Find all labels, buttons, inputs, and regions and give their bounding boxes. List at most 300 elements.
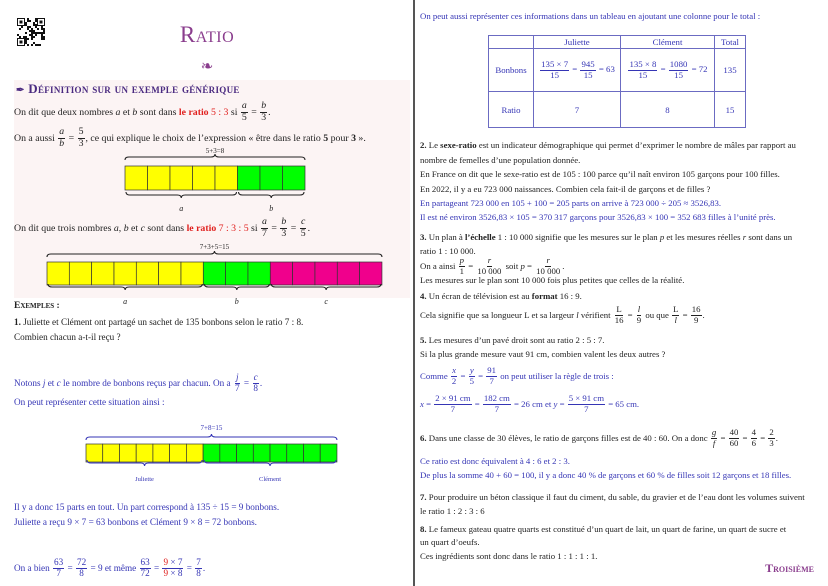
fraction bbox=[300, 217, 307, 239]
bar-cell bbox=[136, 262, 158, 285]
bar-part-label: c bbox=[324, 297, 328, 306]
fraction-denominator: 8 bbox=[196, 567, 201, 578]
text-segment: Notons bbox=[14, 378, 43, 388]
examples-heading: Exemples : bbox=[14, 301, 60, 311]
fraction-denominator: 60 bbox=[729, 437, 739, 448]
fraction-numerator: 16 bbox=[691, 304, 701, 315]
fraction-denominator: 2 bbox=[451, 375, 457, 386]
text-segment: nombre de femelles d’une population donnée. bbox=[420, 155, 581, 165]
bar-cell bbox=[270, 444, 287, 462]
fraction-denominator: 15 bbox=[550, 69, 560, 80]
math-variable: a bbox=[113, 222, 119, 234]
fraction-denominator: 3 bbox=[78, 137, 84, 149]
text-segment: . bbox=[702, 310, 705, 320]
math-variable: c bbox=[253, 371, 258, 382]
emphasis-text: 9 bbox=[163, 556, 169, 567]
grade-level-label: Troisième bbox=[765, 561, 814, 575]
text-line bbox=[420, 342, 665, 366]
table-cell bbox=[621, 92, 715, 128]
fraction-numerator bbox=[300, 217, 306, 228]
text-segment: Dans une classe de 30 élèves, le ratio de garçons filles est de 40 : 60. On a donc bbox=[426, 433, 710, 443]
text-segment: Cela signifie que sa longueur L et sa largeur bbox=[420, 310, 577, 320]
fraction-numerator bbox=[637, 305, 641, 315]
text-segment: = bbox=[184, 563, 195, 573]
fraction-numerator bbox=[261, 217, 268, 228]
text-segment: = bbox=[151, 563, 162, 573]
fraction bbox=[434, 394, 471, 413]
fraction-denominator: 3 bbox=[281, 227, 287, 239]
text-segment: 16 : 9. bbox=[557, 291, 582, 301]
qr-module bbox=[27, 18, 29, 20]
text-segment: Il y a donc 15 parts en tout. Un part correspond à 135 ÷ 15 = 9 bonbons. bbox=[14, 502, 280, 512]
text-line bbox=[14, 100, 271, 124]
fraction-denominator: 6 bbox=[751, 437, 757, 448]
bar-cell bbox=[148, 166, 171, 190]
text-line bbox=[14, 510, 257, 534]
bar-cell bbox=[203, 444, 220, 462]
bar-cell bbox=[260, 166, 283, 190]
text-segment: le nombre de bonbons reçus par chacun. On a bbox=[60, 378, 233, 388]
fraction bbox=[636, 305, 642, 324]
text-segment: 8 bbox=[665, 104, 670, 115]
math-variable: b bbox=[59, 137, 65, 149]
text-segment: ». bbox=[355, 132, 366, 144]
fraction-denominator: 3 bbox=[261, 111, 267, 123]
bar-part-label: b bbox=[269, 204, 274, 213]
text-segment: soit bbox=[503, 261, 521, 271]
fraction-denominator: 7 bbox=[56, 567, 61, 578]
text-segment: Juliette et Clément ont partagé un sachet de 135 bonbons selon le ratio 7 : 8. bbox=[20, 317, 304, 327]
math-variable: x bbox=[452, 365, 457, 376]
emphasis-text: 5 : 3 bbox=[208, 106, 229, 118]
math-variable: r bbox=[546, 255, 550, 266]
top-brace bbox=[47, 251, 382, 257]
bar-cell bbox=[283, 166, 306, 190]
fraction-numerator: 5 × 91 cm bbox=[568, 393, 604, 404]
table-cell bbox=[489, 49, 534, 92]
fraction-numerator: 1080 bbox=[669, 59, 688, 70]
fraction-denominator: 15 bbox=[583, 69, 593, 80]
math-variable: b bbox=[123, 222, 129, 234]
fraction-numerator: 2 × 91 cm bbox=[435, 393, 471, 404]
fraction bbox=[580, 60, 595, 79]
text-segment: = bbox=[248, 106, 260, 118]
text-segment: × 7 bbox=[168, 556, 183, 567]
text-segment: on peut utiliser la règle de trois : bbox=[498, 371, 614, 381]
text-segment: . bbox=[307, 222, 311, 234]
fraction bbox=[78, 127, 85, 149]
text-line bbox=[420, 303, 705, 327]
bar-cell bbox=[125, 166, 148, 190]
bold-text: 3 bbox=[351, 132, 356, 144]
bar-cell bbox=[47, 262, 69, 285]
table-cell bbox=[534, 49, 621, 92]
text-segment: × 8 bbox=[168, 567, 183, 578]
bar-model-7-3-5 bbox=[42, 238, 387, 308]
text-segment: = bbox=[241, 378, 252, 388]
text-segment: Un plan à bbox=[426, 232, 465, 242]
text-segment: On a bien bbox=[14, 563, 53, 573]
fraction-denominator: 7 bbox=[234, 382, 240, 393]
text-segment: le ratio 1 : 2 : 3 : 6 bbox=[420, 506, 485, 516]
bottom-brace bbox=[126, 192, 237, 198]
bar-cell bbox=[248, 262, 270, 285]
fraction-numerator: 7 bbox=[196, 556, 201, 567]
math-variable: c bbox=[140, 222, 145, 234]
text-segment: = bbox=[66, 132, 77, 144]
bar-cell bbox=[103, 444, 120, 462]
bold-text: 6. bbox=[420, 433, 427, 443]
fraction bbox=[568, 394, 605, 413]
fraction-denominator: 7 bbox=[262, 227, 267, 239]
text-segment: On a ainsi bbox=[420, 261, 458, 271]
fraction-numerator: 63 bbox=[140, 556, 150, 567]
text-segment: sont dans bbox=[137, 106, 179, 118]
top-brace bbox=[86, 434, 337, 440]
math-variable: b bbox=[261, 100, 267, 112]
text-segment: ratio 1 : 10 000. bbox=[420, 246, 476, 256]
fraction-denominator bbox=[712, 439, 716, 448]
bar-cell bbox=[215, 166, 238, 190]
text-segment: = bbox=[466, 261, 476, 271]
fraction-numerator: L bbox=[616, 304, 622, 315]
fraction-numerator bbox=[280, 217, 287, 228]
text-segment: De plus la somme 40 + 60 = 100, il y a donc 40 % de garçons et 60 % de filles soit 12 garçons et 18 filles. bbox=[420, 470, 792, 480]
math-variable: a bbox=[59, 126, 65, 138]
fraction-numerator: 4 bbox=[751, 427, 757, 438]
text-segment: . bbox=[562, 261, 565, 271]
fraction bbox=[614, 305, 625, 324]
bar-cell bbox=[337, 262, 359, 285]
fraction bbox=[162, 558, 183, 578]
bar-part-label: a bbox=[179, 204, 184, 213]
math-variable: p bbox=[520, 261, 525, 271]
text-segment: = 72 bbox=[689, 64, 708, 75]
bar-cell bbox=[270, 262, 292, 285]
bar-cell bbox=[360, 262, 382, 285]
text-segment: Ratio bbox=[501, 104, 521, 115]
emphasis-text: 7 : 3 : 5 bbox=[216, 222, 249, 234]
text-segment: = 65 cm. bbox=[606, 399, 640, 409]
math-variable: c bbox=[56, 378, 61, 388]
text-segment: = bbox=[658, 64, 668, 75]
fraction bbox=[280, 217, 287, 239]
table-header-cell: Total bbox=[715, 36, 746, 49]
fraction bbox=[540, 60, 569, 79]
table-cell bbox=[621, 49, 715, 92]
fraction-denominator: 7 bbox=[489, 375, 494, 386]
table-header-cell: Clément bbox=[621, 36, 715, 49]
math-variable: a bbox=[241, 100, 247, 112]
math-variable: j bbox=[235, 371, 239, 382]
bar-cell bbox=[186, 444, 203, 462]
table-header-row bbox=[489, 36, 746, 49]
fraction bbox=[451, 366, 457, 385]
fraction-denominator: 5 bbox=[300, 227, 306, 239]
text-segment: En 2022, il y a eu 723 000 naissances. Combien cela fait-il de garçons et de filles ? bbox=[420, 184, 711, 194]
bar-part-label: Juliette bbox=[135, 476, 154, 483]
fraction-numerator: 135 × 8 bbox=[629, 59, 657, 70]
fraction-denominator: 72 bbox=[140, 567, 150, 578]
text-segment: et les mesures réelles bbox=[664, 232, 743, 242]
fraction-denominator: 15 bbox=[638, 69, 648, 80]
text-line bbox=[14, 390, 165, 414]
fraction bbox=[260, 101, 267, 123]
fraction-denominator: 1 bbox=[459, 265, 465, 276]
bold-text: 2. bbox=[420, 140, 427, 150]
math-variable: b bbox=[281, 216, 287, 228]
fraction-denominator bbox=[58, 139, 65, 149]
bold-text: 8. bbox=[420, 524, 427, 534]
math-variable: l bbox=[637, 304, 641, 315]
math-variable: x bbox=[420, 399, 424, 409]
bar-cell bbox=[237, 444, 254, 462]
text-segment: et bbox=[120, 106, 133, 118]
text-segment: = bbox=[625, 310, 635, 320]
math-variable: j bbox=[42, 378, 46, 388]
bar-cell bbox=[114, 262, 136, 285]
bar-cell bbox=[293, 262, 315, 285]
text-segment: . bbox=[268, 106, 271, 118]
text-segment: = 63 bbox=[596, 64, 615, 75]
table-row bbox=[489, 92, 746, 128]
fraction bbox=[483, 394, 511, 413]
candy-ratio-table bbox=[488, 35, 746, 128]
math-variable: p bbox=[459, 255, 465, 266]
fraction-denominator: 8 bbox=[79, 567, 84, 578]
text-segment: Le fameux gateau quatre quarts est constitué d’un quart de lait, un quart de farine, un quart de sucre et bbox=[426, 524, 787, 534]
fraction-numerator bbox=[469, 366, 475, 376]
text-segment: Pour produire un béton classique il faut du ciment, du sable, du gravier et de l’eau dont les volumes suivent bbox=[426, 492, 805, 502]
fraction-numerator: 2 bbox=[769, 427, 774, 438]
fraction bbox=[469, 366, 475, 385]
text-segment: et bbox=[128, 222, 141, 234]
text-line bbox=[420, 392, 639, 416]
fraction-denominator: 8 bbox=[253, 382, 258, 393]
bar-total-label: 5+3=8 bbox=[205, 147, 225, 155]
text-segment: = bbox=[524, 261, 535, 271]
text-segment: On a aussi bbox=[14, 132, 58, 144]
text-segment: si bbox=[228, 106, 240, 118]
text-segment: sont dans bbox=[144, 222, 187, 234]
bar-cell bbox=[170, 166, 193, 190]
text-segment: Ces ingrédients sont donc dans le ratio 1 : 1 : 1 : 1. bbox=[420, 551, 598, 561]
text-segment: = bbox=[680, 310, 690, 320]
math-variable: b bbox=[132, 106, 138, 118]
text-segment: pour bbox=[328, 132, 352, 144]
math-variable: f bbox=[712, 437, 716, 448]
text-line bbox=[420, 225, 792, 249]
table-cell bbox=[715, 92, 746, 128]
text-segment: Le bbox=[426, 140, 441, 150]
bottom-brace bbox=[239, 192, 305, 198]
fraction-denominator: 7 bbox=[584, 403, 589, 414]
fraction-denominator: 5 bbox=[241, 111, 247, 123]
text-segment: Comme bbox=[420, 371, 450, 381]
bold-text: 4. bbox=[420, 291, 427, 301]
text-line bbox=[14, 556, 205, 580]
fraction bbox=[729, 428, 740, 447]
text-segment: En partageant 723 000 en 105 + 100 = 205 parts on arrive à 723 000 ÷ 205 ≈ 3526,83. bbox=[420, 198, 722, 208]
fraction bbox=[672, 305, 679, 324]
page-title: Ratio bbox=[179, 22, 235, 47]
text-segment: On dit que trois nombres bbox=[14, 222, 114, 234]
bar-cell bbox=[119, 444, 136, 462]
table-cell bbox=[715, 49, 746, 92]
fraction-denominator: 5 bbox=[469, 375, 474, 386]
fraction bbox=[768, 428, 774, 447]
text-segment: Juliette a reçu 9 × 7 = 63 bonbons et Clément 9 × 8 = 72 bonbons. bbox=[14, 517, 257, 527]
text-segment: Les mesures sur le plan sont 10 000 fois plus petites que celles de la réalité. bbox=[420, 275, 685, 285]
bar-model-5-3 bbox=[120, 144, 310, 214]
text-segment: 15 bbox=[725, 104, 735, 115]
definition-heading-text: Définition sur un exemple générique bbox=[28, 81, 240, 96]
text-segment: Un écran de télévision est au bbox=[426, 291, 532, 301]
fraction-numerator bbox=[260, 101, 267, 112]
text-line bbox=[14, 325, 121, 349]
math-variable: p bbox=[659, 232, 665, 242]
bar-cell bbox=[193, 166, 216, 190]
text-segment: 7 bbox=[574, 104, 580, 115]
bar-part-label: a bbox=[123, 297, 128, 306]
fraction-denominator: 7 bbox=[450, 403, 456, 414]
bar-cell bbox=[220, 444, 237, 462]
text-segment: Si la plus grande mesure vaut 91 cm, combien valent les deux autres ? bbox=[420, 349, 666, 359]
text-segment: = bbox=[557, 399, 567, 409]
fraction bbox=[669, 60, 689, 79]
text-segment: = bbox=[423, 399, 434, 409]
text-segment: et bbox=[45, 378, 57, 388]
fraction-numerator: 72 bbox=[76, 556, 87, 567]
bar-cell bbox=[170, 444, 187, 462]
table-header-cell bbox=[489, 36, 534, 49]
fraction bbox=[76, 558, 87, 578]
fraction bbox=[751, 428, 757, 447]
fraction-denominator: 16 bbox=[614, 314, 624, 325]
text-segment: = 26 cm et bbox=[511, 399, 554, 409]
emphasis-text: 9 bbox=[163, 567, 169, 578]
text-segment: . bbox=[202, 563, 206, 573]
fraction bbox=[628, 60, 657, 79]
text-segment: , bbox=[118, 222, 124, 234]
bar-cell bbox=[303, 444, 320, 462]
bold-text: l’échelle bbox=[464, 232, 496, 242]
math-variable: r bbox=[742, 232, 747, 242]
text-segment: si bbox=[248, 222, 261, 234]
fraction-numerator: 40 bbox=[729, 427, 739, 438]
fraction-numerator bbox=[241, 101, 248, 112]
bar-cell bbox=[253, 444, 270, 462]
text-line bbox=[420, 4, 760, 28]
bar-cell bbox=[315, 262, 337, 285]
text-segment: = bbox=[288, 222, 299, 234]
bar-cell bbox=[320, 444, 337, 462]
text-line bbox=[14, 216, 310, 240]
text-segment: un quart d’oeufs. bbox=[420, 537, 480, 547]
text-line bbox=[420, 463, 791, 487]
fraction-numerator: 63 bbox=[54, 556, 64, 567]
fraction-numerator: 91 bbox=[487, 365, 497, 376]
fraction-numerator: 945 bbox=[581, 59, 595, 70]
text-segment: On peut aussi représenter ces informations dans un tableau en ajoutant une colonne pour le total : bbox=[420, 11, 761, 21]
pen-nib-icon: ✒ bbox=[16, 85, 25, 96]
text-segment: . bbox=[775, 433, 778, 443]
text-line bbox=[420, 426, 778, 450]
text-segment: On dit que deux nombres bbox=[14, 106, 116, 118]
bar-cell bbox=[226, 262, 248, 285]
text-segment: = bbox=[65, 563, 75, 573]
bar-cell bbox=[181, 262, 203, 285]
text-segment: ou que bbox=[643, 310, 672, 320]
bar-cell bbox=[86, 444, 103, 462]
bar-part-label: Clément bbox=[259, 476, 282, 483]
fraction bbox=[711, 428, 717, 447]
fraction bbox=[691, 305, 702, 324]
math-variable: a bbox=[115, 106, 121, 118]
emphasis-bold-text: le ratio bbox=[178, 106, 209, 118]
fraction-numerator: L bbox=[673, 304, 679, 315]
bold-text: 7. bbox=[420, 492, 427, 502]
bar-cell bbox=[153, 444, 170, 462]
fraction-numerator bbox=[545, 256, 550, 266]
fraction-denominator: 15 bbox=[674, 69, 683, 80]
text-segment: est un indicateur démographique qui permet d’exprimer le nombre de mâles par rapport au bbox=[476, 140, 796, 150]
table-cell bbox=[489, 92, 534, 128]
text-segment: . bbox=[259, 378, 263, 388]
fraction-denominator: 10 000 bbox=[536, 265, 561, 276]
text-segment: sont dans un bbox=[746, 232, 793, 242]
table-row bbox=[489, 49, 746, 92]
fraction bbox=[58, 127, 65, 149]
text-segment: 135 bbox=[723, 65, 737, 75]
math-variable: g bbox=[711, 427, 717, 438]
emphasis-bold-text: le ratio bbox=[186, 222, 217, 234]
bold-text: 5 bbox=[323, 132, 329, 144]
bar-cell bbox=[159, 262, 181, 285]
text-line bbox=[420, 364, 614, 388]
math-variable: y bbox=[553, 399, 558, 409]
math-variable: r bbox=[487, 255, 492, 266]
fraction bbox=[195, 558, 202, 578]
math-variable: c bbox=[301, 216, 306, 228]
fraction-denominator: 7 bbox=[494, 403, 500, 414]
fraction-denominator bbox=[162, 569, 183, 579]
qr-module bbox=[35, 18, 37, 20]
fraction bbox=[140, 558, 151, 578]
bold-text: format bbox=[531, 291, 558, 301]
fraction-numerator bbox=[451, 366, 457, 376]
bar-total-label: 7+8=15 bbox=[200, 424, 223, 432]
text-segment: = 9 et même bbox=[88, 563, 139, 573]
fraction-numerator bbox=[253, 373, 259, 384]
text-segment: = bbox=[472, 399, 482, 409]
fraction-denominator bbox=[674, 316, 678, 325]
math-variable: l bbox=[674, 314, 677, 325]
table-header-cell: Juliette bbox=[534, 36, 621, 49]
fraction-denominator: 9 bbox=[693, 314, 699, 325]
text-segment: Il est né environ 3526,83 × 105 = 370 317 garçons pour 3526,83 × 100 = 352 683 filles à l’unité près. bbox=[420, 212, 776, 222]
text-segment: Combien chacun a-t-il reçu ? bbox=[14, 332, 121, 342]
fraction-numerator bbox=[235, 373, 240, 384]
bar-cell bbox=[287, 444, 304, 462]
fraction bbox=[53, 558, 64, 578]
fraction-denominator: 10 000 bbox=[477, 265, 502, 276]
bold-text: 5. bbox=[420, 335, 427, 345]
text-segment: On peut représenter cette situation ainsi : bbox=[14, 397, 165, 407]
text-segment: = bbox=[475, 371, 486, 381]
math-variable: l bbox=[576, 310, 579, 320]
text-segment: Ce ratio est donc équivalent à 4 : 6 et 2 : 3. bbox=[420, 456, 570, 466]
